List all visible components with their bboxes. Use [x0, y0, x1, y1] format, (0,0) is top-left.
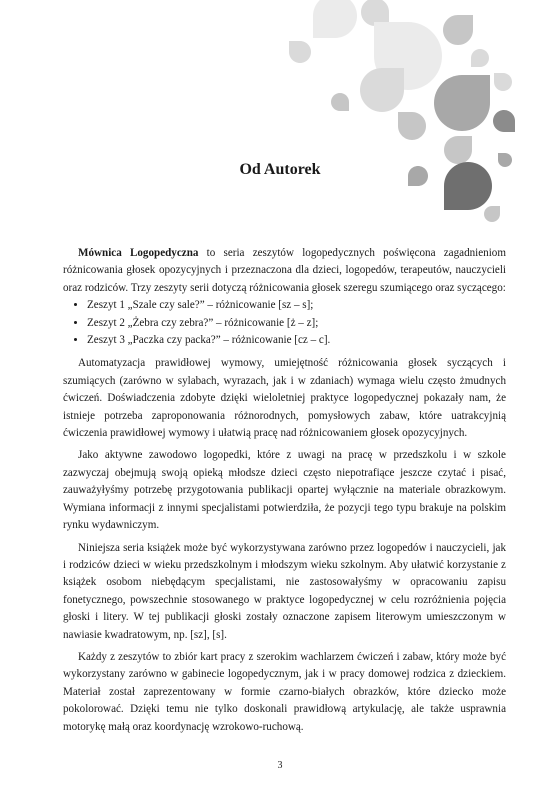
notebook-list — [63, 297, 506, 349]
list-item: • Zeszyt 2 „Żebra czy zebra?” – różnicowanie [ż – z]; — [87, 315, 506, 332]
leaf-shape — [331, 93, 349, 111]
leaf-shape — [493, 110, 515, 132]
intro-paragraph — [63, 245, 506, 297]
leaf-shape — [434, 75, 490, 131]
leaf-shape — [398, 112, 426, 140]
list-item: • Zeszyt 1 „Szale czy sale?” – różnicowanie [sz – s]; — [87, 297, 506, 314]
decorative-petals — [0, 0, 560, 240]
intro-text: to seria zeszytów logopedycznych poświęcona zagadnieniom różnicowania głosek opozycyjnych i przeznaczona dla dzieci, logopedów, terapeutów, nauczycieli oraz rodziców. Trzy zeszyty serii dotyczą różnicowania głosek szeregu szumiącego oraz syczącego: — [63, 247, 506, 294]
paragraph-usage: Niniejsza seria książek może być wykorzystywana zarówno przez logopedów i nauczycieli, jak i rodziców dzieci w wieku przedszkolnym i młodszym wieku szkolnym. Aby ułatwić korzystanie z książek osobom niebędącym specjalistami, nie zastosowałyśmy w opracowaniu zapisu fonetycznego, powszechnie stosowanego w praktyce logopedycznej w celu rozróżnienia pojęcia głoski i litery. W tej publikacji głoski zostały oznaczone zapisem literowym umieszczonym w nawiasie kwadratowym, np. [sz], [s]. — [63, 541, 506, 641]
leaf-shape — [443, 15, 473, 45]
leaf-shape — [444, 136, 472, 164]
leaf-shape — [289, 41, 311, 63]
body-text — [63, 245, 506, 741]
paragraph-automation: Automatyzacja prawidłowej wymowy, umiejętność różnicowania głosek syczących i szumiących (zarówno w sylabach, wyrazach, jak i w zdaniach) wymaga wielu często żmudnych ćwiczeń. Doświadczenia zdobyte dzięki wieloletniej praktyce logopedycznej pokazały nam, że istnieje potrzeba zaproponowania różnorodnych, pomysłowych zabaw, które uatrakcyjnią ćwiczenia prawidłowej wymowy i ułatwią pracę nad różnicowaniem głosek opozycyjnych. — [63, 357, 506, 440]
leaf-shape — [494, 73, 512, 91]
page-number: 3 — [277, 760, 283, 771]
paragraph-experience: Jako aktywne zawodowo logopedki, które z uwagi na pracę w przedszkolu i w szkole zazwyczaj obejmują swoją opieką młodsze dzieci często niepotrafiące jeszcze czytać i pisać, zauważyłyśmy potrzebę przygotowania publikacji opartej wyłącznie na materiale obrazkowym. Wymiana informacji z innymi specjalistami potwierdziła, że pozycji tego typu brakuje na polskim rynku wydawniczym. — [63, 449, 506, 532]
leaf-shape — [471, 49, 489, 67]
paragraph-workbooks: Każdy z zeszytów to zbiór kart pracy z szerokim wachlarzem ćwiczeń i zabaw, który może być wykorzystany zarówno w gabinecie logopedycznym, jak i w pracy domowej rodzica z dzieckiem. Materiał został zaprezentowany w formie czarno-białych obrazków, które dziecko może pokolorować. Dzięki temu nie tylko doskonali prawidłową artykulację, ale także usprawnia motorykę małą oraz koordynację wzrokowo-ruchową. — [63, 650, 506, 733]
series-name: Mównica Logopedyczna — [78, 247, 199, 259]
leaf-shape — [360, 68, 404, 112]
leaf-shape — [313, 0, 357, 38]
page-title: Od Autorek — [239, 161, 321, 178]
leaf-shape — [484, 206, 500, 222]
list-item: • Zeszyt 3 „Paczka czy packa?” – różnicowanie [cz – c]. — [87, 332, 506, 349]
